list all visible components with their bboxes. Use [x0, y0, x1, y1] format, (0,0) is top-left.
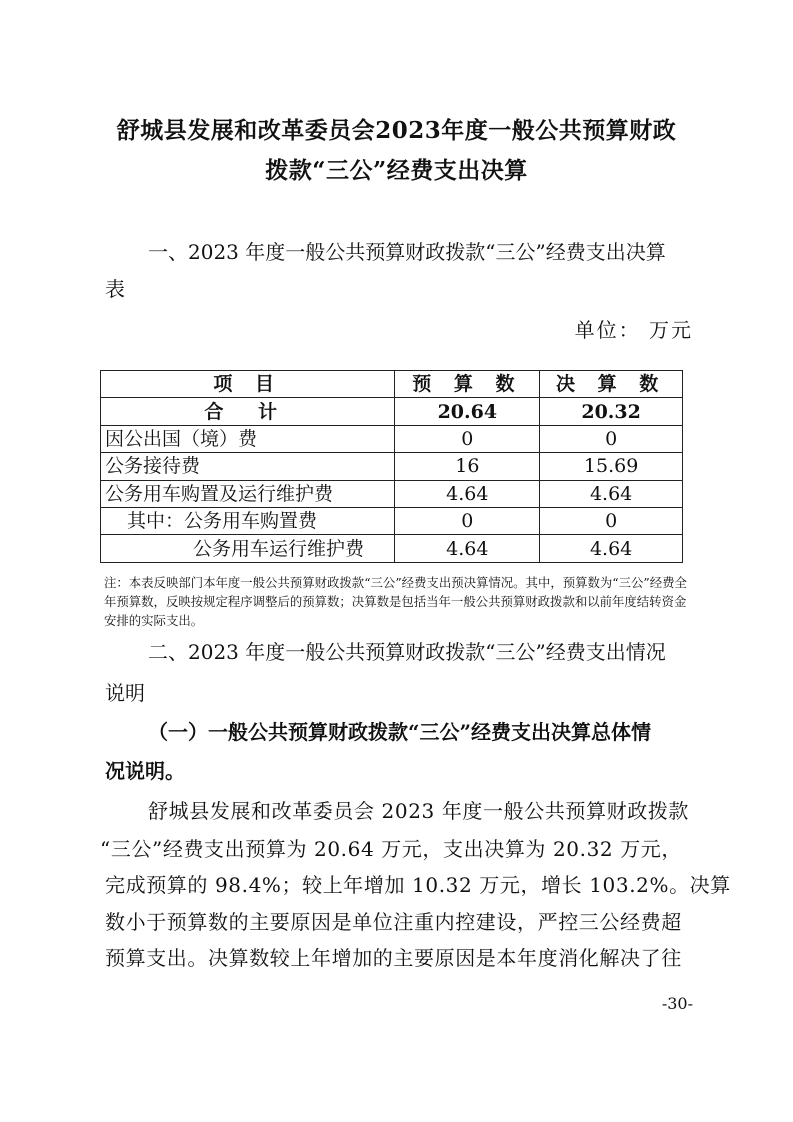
- row-actual: 4.64: [540, 535, 683, 562]
- row-label: 合 计: [101, 398, 395, 425]
- table-row: [101, 507, 683, 534]
- subsection1-heading: （一）一般公共预算财政拨款“三公”经费支出决算总体情: [148, 720, 652, 744]
- row-actual: 20.32: [540, 398, 683, 425]
- row-actual: 0: [540, 507, 683, 534]
- row-actual: 0: [540, 425, 683, 452]
- header-item: 项 目: [101, 371, 395, 398]
- row-label: 其中：公务用车购置费: [101, 507, 395, 534]
- paragraph-line: 预算支出。决算数较上年增加的主要原因是本年度消化解决了往: [105, 946, 682, 970]
- row-budget: 16: [395, 453, 540, 480]
- section1-heading: 一、2023 年度一般公共预算财政拨款“三公”经费支出决算: [148, 240, 666, 264]
- row-actual: 4.64: [540, 480, 683, 507]
- row-budget: 0: [395, 425, 540, 452]
- unit-label: 单位： 万元: [574, 318, 693, 342]
- row-label: 公务用车购置及运行维护费: [101, 480, 395, 507]
- row-label: 公务用车运行维护费: [101, 535, 395, 562]
- row-budget: 4.64: [395, 480, 540, 507]
- table-row: [101, 535, 683, 562]
- row-label: 因公出国（境）费: [101, 425, 395, 452]
- section2-heading-cont: 说明: [105, 681, 145, 705]
- table-row: [101, 453, 683, 480]
- header-budget: 预 算 数: [395, 371, 540, 398]
- paragraph-line: “三公”经费支出预算为 20.64 万元，支出决算为 20.32 万元，: [100, 837, 682, 861]
- subsection1-heading-cont: 况说明。: [105, 759, 185, 783]
- table-note: 注：本表反映部门本年度一般公共预算财政拨款“三公”经费支出预决算情况。其中，预算数为“三公”经费全年预算数，反映按规定程序调整后的预算数；决算数是包括当年一般公共预算财政拨款和以前年度结转资金安排的实际支出。: [104, 575, 687, 628]
- row-label: 公务接待费: [101, 453, 395, 480]
- table-row-total: [101, 398, 683, 425]
- row-budget: 0: [395, 507, 540, 534]
- paragraph-line: 舒城县发展和改革委员会 2023 年度一般公共预算财政拨款: [148, 799, 690, 823]
- document-title-line2: 拨款“三公”经费支出决算: [265, 157, 528, 184]
- budget-table: [100, 370, 683, 563]
- page-number: -30-: [661, 994, 693, 1013]
- paragraph-line: 完成预算的 98.4%；较上年增加 10.32 万元，增长 103.2%。决算: [105, 873, 731, 897]
- row-budget: 20.64: [395, 398, 540, 425]
- row-budget: 4.64: [395, 535, 540, 562]
- table-row: [101, 425, 683, 452]
- document-title-line1: 舒城县发展和改革委员会2023年度一般公共预算财政: [116, 117, 677, 144]
- section1-heading-cont: 表: [105, 277, 125, 301]
- table-row: [101, 480, 683, 507]
- section2-heading: 二、2023 年度一般公共预算财政拨款“三公”经费支出情况: [148, 640, 666, 664]
- table-header-row: [101, 371, 683, 398]
- paragraph-line: 数小于预算数的主要原因是单位注重内控建设，严控三公经费超: [105, 910, 682, 934]
- header-actual: 决 算 数: [540, 371, 683, 398]
- row-actual: 15.69: [540, 453, 683, 480]
